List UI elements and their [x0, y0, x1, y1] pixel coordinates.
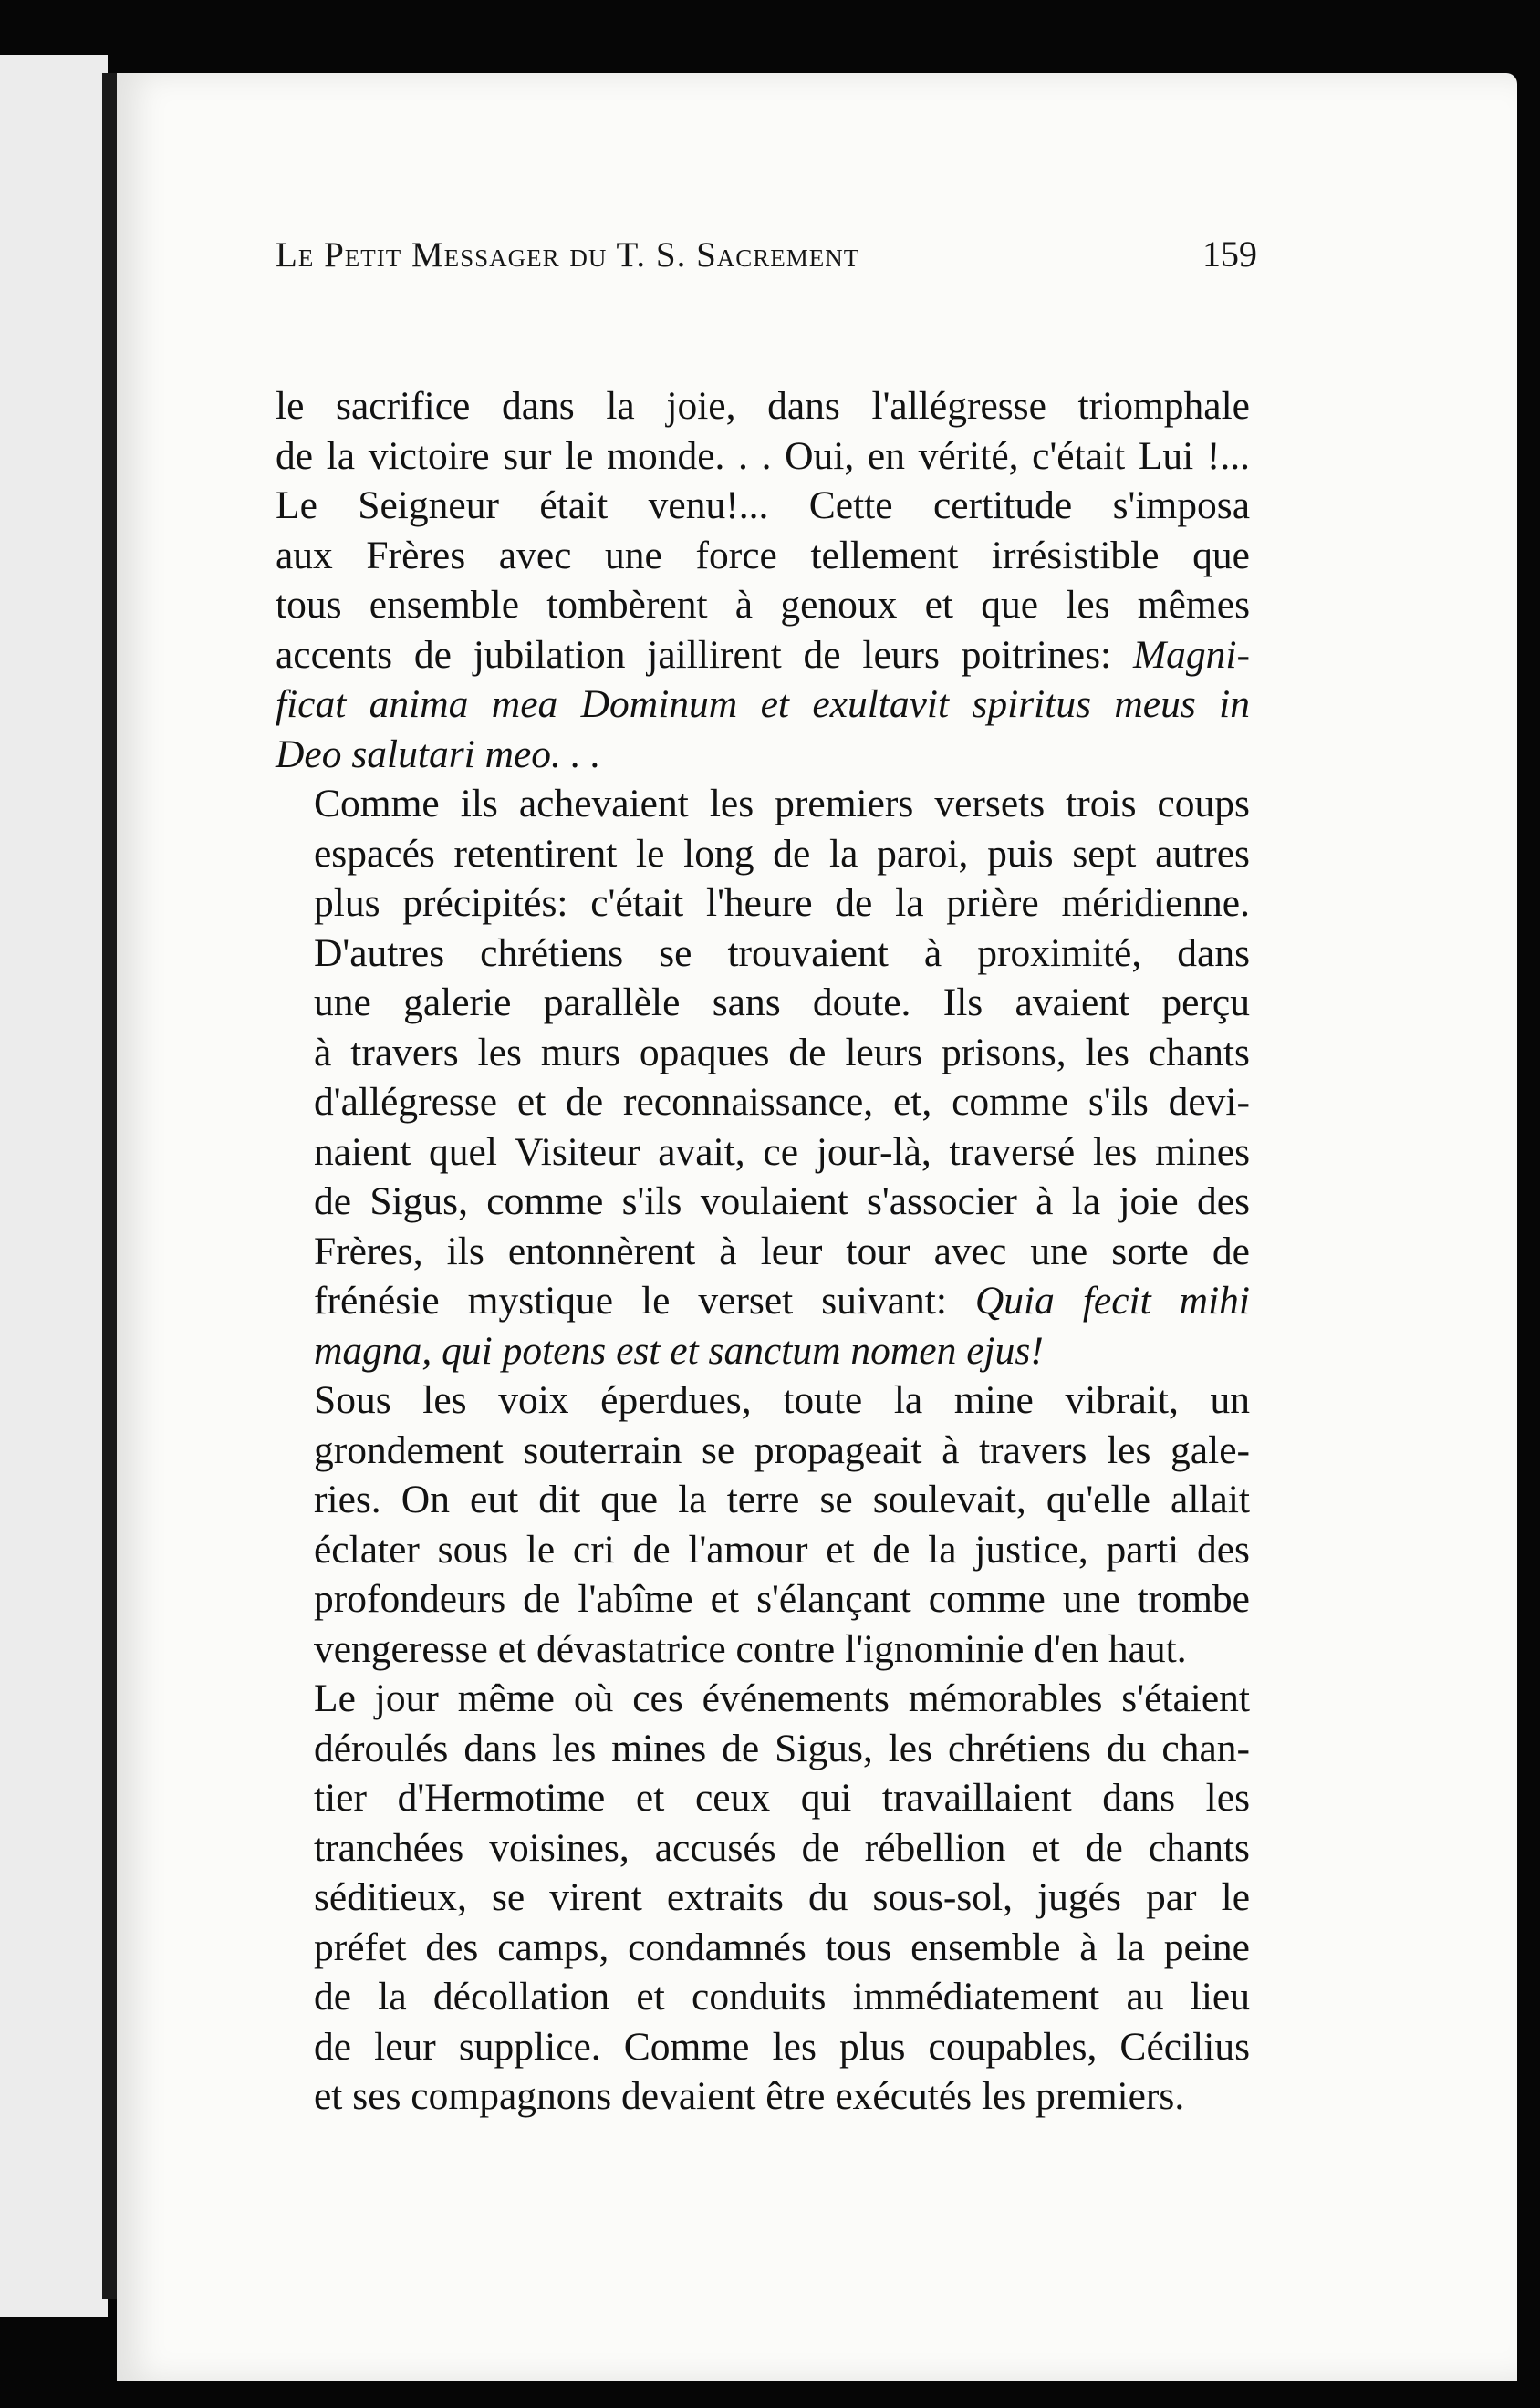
text-line [276, 431, 1250, 482]
text-line [276, 1375, 1250, 1426]
text-segment: Sous les voix éperdues, toute la mine vibrait, un [314, 1378, 1250, 1422]
text-line [276, 630, 1250, 680]
text-segment: tier d'Hermotime et ceux qui travaillaient dans les [314, 1776, 1250, 1820]
italic-segment: Deo salutari meo. . . [276, 732, 601, 776]
text-line [276, 1276, 1250, 1326]
text-segment: de Sigus, comme s'ils voulaient s'associer à la joie des [314, 1179, 1250, 1223]
text-line [276, 1773, 1250, 1823]
text-line [276, 929, 1250, 979]
running-head-title: Le Petit Messager du T. S. Sacrement [276, 235, 860, 275]
text-segment: Frères, ils entonnèrent à leur tour avec une sorte de [314, 1229, 1250, 1273]
italic-segment: Quia fecit mihi [974, 1279, 1250, 1323]
text-line [276, 381, 1250, 431]
running-head [276, 233, 1257, 275]
text-segment: profondeurs de l'abîme et s'élançant comme une trombe [314, 1577, 1250, 1621]
text-line [276, 1426, 1250, 1476]
text-segment: Comme ils achevaient les premiers versets trois coups [314, 782, 1250, 825]
text-segment: et ses compagnons devaient être exécutés les premiers. [314, 2074, 1185, 2118]
text-segment: déroulés dans les mines de Sigus, les chrétiens du chan- [314, 1726, 1250, 1770]
text-line [276, 1724, 1250, 1774]
text-line [276, 1028, 1250, 1078]
text-line [276, 1127, 1250, 1178]
text-line [276, 1326, 1250, 1376]
italic-segment: ficat anima mea Dominum et exultavit spiritus meus in [276, 682, 1250, 726]
text-segment: éclater sous le cri de l'amour et de la justice, parti des [314, 1527, 1250, 1572]
text-segment: de la victoire sur le monde. . . Oui, en vérité, c'était Lui !... [276, 433, 1250, 478]
paragraph [276, 381, 1250, 779]
text-segment: tranchées voisines, accusés de rébellion et de chants [314, 1825, 1250, 1870]
text-line [276, 2022, 1250, 2072]
facing-page-edge [0, 55, 108, 2317]
body-text [276, 381, 1250, 2122]
text-line [276, 1227, 1250, 1277]
text-line [276, 779, 1250, 829]
text-line [276, 1823, 1250, 1873]
text-line [276, 1972, 1250, 2022]
text-line [276, 1077, 1250, 1127]
text-line [276, 680, 1250, 730]
text-segment: Le jour même où ces événements mémorables s'étaient [314, 1676, 1250, 1720]
text-line [276, 1923, 1250, 1973]
text-line [276, 580, 1250, 630]
text-line [276, 1177, 1250, 1227]
italic-segment: magna, qui potens est et sanctum nomen ejus! [314, 1328, 1044, 1373]
book-gutter [102, 73, 117, 2299]
text-segment: plus précipités: c'était l'heure de la prière méridienne. [314, 881, 1250, 925]
paragraph [276, 1375, 1250, 1674]
text-line [276, 531, 1250, 581]
text-line [276, 978, 1250, 1028]
text-line [276, 878, 1250, 929]
text-segment: D'autres chrétiens se trouvaient à proximité, dans [314, 930, 1250, 975]
text-line [276, 481, 1250, 531]
text-segment: d'allégresse et de reconnaissance, et, comme s'ils devi- [314, 1080, 1250, 1124]
text-segment: naient quel Visiteur avait, ce jour-là, traversé les mines [314, 1129, 1250, 1174]
text-line [276, 1624, 1250, 1675]
text-segment: une galerie parallèle sans doute. Ils avaient perçu [314, 981, 1250, 1024]
text-segment: de la décollation et conduits immédiatement au lieu [314, 1975, 1250, 2019]
text-line [276, 2071, 1250, 2122]
text-segment: grondement souterrain se propageait à travers les gale- [314, 1427, 1250, 1472]
paragraph [276, 779, 1250, 1375]
text-segment: le sacrifice dans la joie, dans l'allégresse triomphale [276, 384, 1250, 428]
text-segment: frénésie mystique le verset suivant: [314, 1279, 975, 1323]
text-segment: vengeresse et dévastatrice contre l'ignominie d'en haut. [314, 1626, 1187, 1671]
paragraph [276, 1674, 1250, 2122]
italic-segment: Magni- [1132, 632, 1250, 677]
text-line [276, 1873, 1250, 1923]
text-line [276, 829, 1250, 879]
text-segment: préfet des camps, condamnés tous ensemble à la peine [314, 1925, 1250, 1969]
text-segment: séditieux, se virent extraits du sous-sol, jugés par le [314, 1875, 1250, 1919]
text-segment: accents de jubilation jaillirent de leurs poitrines: [276, 632, 1133, 677]
text-segment: ries. On eut dit que la terre se soulevait, qu'elle allait [314, 1478, 1250, 1521]
text-segment: de leur supplice. Comme les plus coupables, Cécilius [314, 2024, 1250, 2069]
page-number: 159 [1202, 234, 1257, 275]
text-line [276, 1475, 1250, 1525]
text-segment: Le Seigneur était venu!... Cette certitude s'imposa [276, 483, 1250, 527]
text-line [276, 730, 1250, 780]
text-segment: aux Frères avec une force tellement irrésistible que [276, 533, 1250, 577]
text-line [276, 1574, 1250, 1624]
text-segment: espacés retentirent le long de la paroi, puis sept autres [314, 831, 1250, 876]
text-line [276, 1525, 1250, 1575]
text-segment: à travers les murs opaques de leurs prisons, les chants [314, 1030, 1250, 1074]
text-line [276, 1674, 1250, 1724]
text-segment: tous ensemble tombèrent à genoux et que les mêmes [276, 583, 1250, 627]
